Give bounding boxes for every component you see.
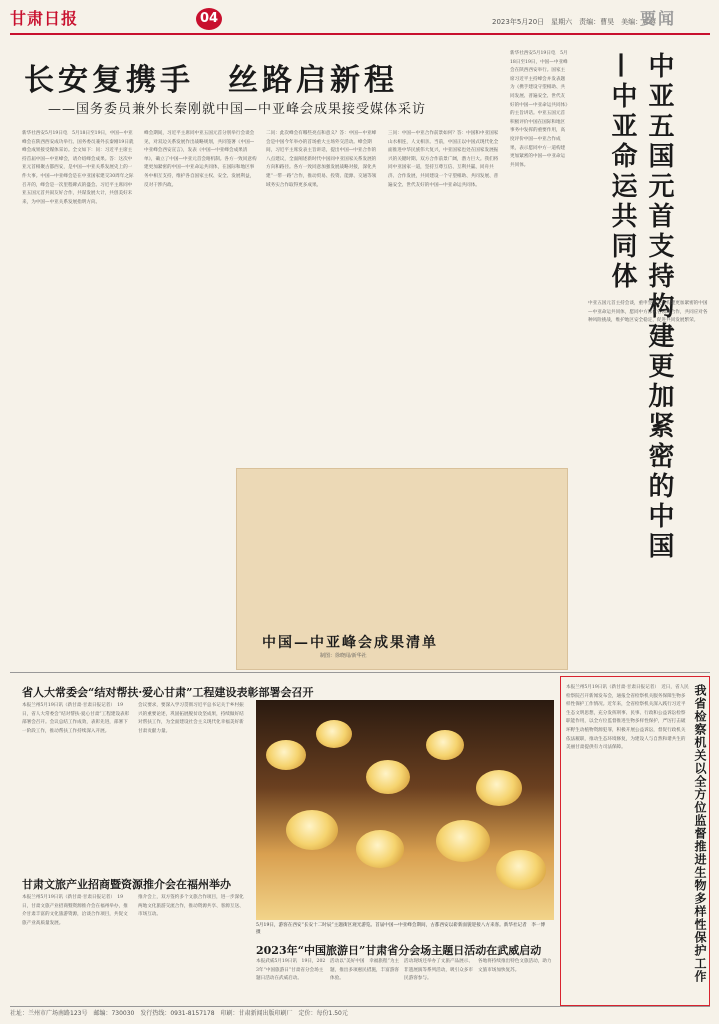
masthead-rule: [10, 33, 710, 35]
body-column: 峰会期间，习近平主席同中亚五国元首分别举行会谈会见，对双边关系发展作出战略规划，共同签署《中国—中亚峰会西安宣言》，发表《中国—中亚峰会成果清单》，确立了中国—中亚元首会晤机制。各方一致同意构建更加紧密的中国—中亚命运共同体，在国际和地区事务中相互支持，维护各自国家主权、安全、发展利益，反对干涉内政。: [144, 131, 257, 188]
newspaper-logo: 甘肃日报: [10, 9, 79, 28]
body-column: 新华社西安5月19日电 5月18日至19日，中国—中亚峰会在陕西西安举行。国家主席习近平主持峰会并发表题为《携手建设守望相助、共同发展、普遍安全、世代友好的中国—中亚命运共同体》的主旨讲话。中亚五国元首积极评价中国在国际和地区事务中发挥的重要作用，高度评价中国—中亚合作成果，表示愿同中方一道构建更加紧密的中国—中亚命运共同体。: [510, 51, 568, 168]
section-tag: 要闻: [640, 9, 677, 28]
lantern: [496, 850, 546, 890]
lantern-photo: [256, 700, 554, 920]
results-list-title: 中国—中亚峰会成果清单: [262, 635, 438, 651]
page-number-badge: 04: [196, 8, 222, 30]
lantern: [266, 740, 306, 770]
story-c-column: 本报武威5月19日讯 19日，2023年“中国旅游日”甘肃省分会场主题日活动在武威启动。: [256, 959, 326, 982]
photo-caption: 5月19日，游客在西安“长安十二时辰”主题街区观光游览。首届中国—中亚峰会期间，古都西安以崭新面貌迎接八方来客。新华社记者 李一博 摄: [256, 923, 550, 935]
story-c-column: 活动以“美好中国 幸福旅程”为主题，推出多项惠民措施，丰富游客体验。: [330, 959, 400, 982]
highlighted-story-title: 我省检察机关以全方位监督推进生物多样性保护工作: [693, 684, 707, 983]
highlighted-story-body: 本报兰州5月19日讯（新甘肃·甘肃日报记者） 近日，省人民检察院召开新闻发布会，通报全省检察机关服务保障生物多样性保护工作情况。近年来，全省检察机关深入践行习近平生态文明思想，充分发挥刑事、民事、行政和公益诉讼检察职能作用，以全方位监督推进生物多样性保护，严厉打击破坏野生动植物资源犯罪，积极开展公益诉讼，督促行政机关依法履职，推动生态环境修复，为建设人与自然和谐共生的美丽甘肃提供有力司法保障。: [566, 685, 689, 751]
story-c-title: 2023年“中国旅游日”甘肃省分会场主题日活动在武威启动: [256, 944, 542, 957]
story-b-column: 推介会上，双方签约多个文旅合作项目，进一步深化两地文化旅游交流合作，推动资源共享、客源互送、市场互动。: [138, 895, 244, 918]
story-b-column: 本报兰州5月19日讯（新甘肃·甘肃日报记者） 19日，甘肃文旅产业招商暨资源推介会在福州举办，推介甘肃丰富的文化旅游资源，洽谈合作项目，共促文旅产业高质量发展。: [22, 895, 128, 926]
lantern: [476, 770, 522, 806]
masthead: [0, 0, 719, 34]
page-footer: 社址：兰州市广场南路123号 邮编：730030 发行热线：0931-8157178 印刷：甘肃新闻出版印刷厂 定价：每份1.50元: [10, 1006, 710, 1021]
body-column: 二问：此次峰会有哪些亮点和意义？答：中国—中亚峰会是中国今年举办的首场重大主场外交活动。峰会期间，习近平主席发表主旨讲话，提出中国—中亚合作的八点建议，全面阐述新时代中国同中亚国家关系发展的方向和路径。各方一致同意加强发展战略对接，深化共建“一带一路”合作，推动贸易、投资、能源、交通等领域务实合作取得更多成果。: [266, 131, 377, 188]
date-line: 2023年5月20日 星期六 责编：曹昊 美编：席蓉: [492, 18, 657, 26]
lantern: [286, 810, 338, 850]
story-a-column: 本报兰州5月19日讯（新甘肃·甘肃日报记者） 19日，省人大常委会“结对帮扶·爱心甘肃”工程建设表彰部署会召开。会议总结工作成效，表彰先进，部署下一阶段工作，推动帮扶工作持续深入开展。: [22, 703, 130, 734]
lantern: [436, 820, 490, 862]
lantern: [356, 830, 404, 868]
story-a-title: 省人大常委会“结对帮扶·爱心甘肃”工程建设表彰部署会召开: [22, 686, 314, 699]
body-column: 新华社西安5月19日电 5月18日至19日，中国—中亚峰会在陕西西安成功举行。国务委员兼外长秦刚19日就峰会成果接受媒体采访。全文如下：问：习近平主席主持首届中国—中亚峰会，请介绍峰会成果。答：这次中亚元首相聚古都西安，是中国—中亚关系发展史上的一件大事。中国—中亚峰会是在中亚国家建交30周年之际召开的，峰会是一次里程碑式的盛会。习近平主席同中亚五国元首共叙友好合作，共谋发展大计，共创美好未来，为中国—中亚关系发展指明方向。: [22, 131, 134, 205]
story-a-column: 会议要求，要深入学习贯彻习近平总书记关于乡村振兴的重要论述，巩固拓展脱贫攻坚成果，持续做好结对帮扶工作，为全面建设社会主义现代化幸福美好新甘肃贡献力量。: [138, 703, 244, 734]
story-c-column: 各地将持续推出特色文旅活动，助力文旅市场加快复苏。: [478, 959, 552, 973]
side-story-column: 中亚五国元首主持会谈，重申坚定支持构建更加紧密的中国—中亚命运共同体，愿同中方深化各领域合作，共同应对各种风险挑战，维护地区安全稳定，促进共同发展繁荣。: [588, 301, 708, 324]
lantern: [316, 720, 352, 748]
body-column: 三问：中国—中亚合作前景如何？答：中国和中亚国家山水相连，人文相亲。当前，中国正以中国式现代化全面推进中华民族伟大复兴，中亚国家也处在国家发展振兴的关键时期。双方合作前景广阔，潜力巨大。我们将同中亚国家一道，坚持互尊互信、互利共赢、同舟共济、合作发展，共同建设一个守望相助、共同发展、普遍安全、世代友好的中国—中亚命运共同体。: [388, 131, 499, 188]
story-c-column: 活动现场还举办了文旅产品展示、非遗展演等系列活动，吸引众多市民游客参与。: [404, 959, 473, 982]
section-divider: [10, 672, 710, 673]
story-b-title: 甘肃文旅产业招商暨资源推介会在福州举办: [22, 878, 231, 891]
lead-subhead: ——国务委员兼外长秦刚就中国—中亚峰会成果接受媒体采访: [48, 102, 427, 117]
lantern: [426, 730, 464, 760]
lead-headline: 长安复携手 丝路启新程: [24, 63, 398, 98]
lantern: [366, 760, 410, 794]
side-story-title: 中亚五国元首支持构建更加紧密的中国—中亚命运共同体: [607, 52, 674, 562]
results-list-credit: 制图：徐晓闻/新华社: [320, 653, 367, 659]
